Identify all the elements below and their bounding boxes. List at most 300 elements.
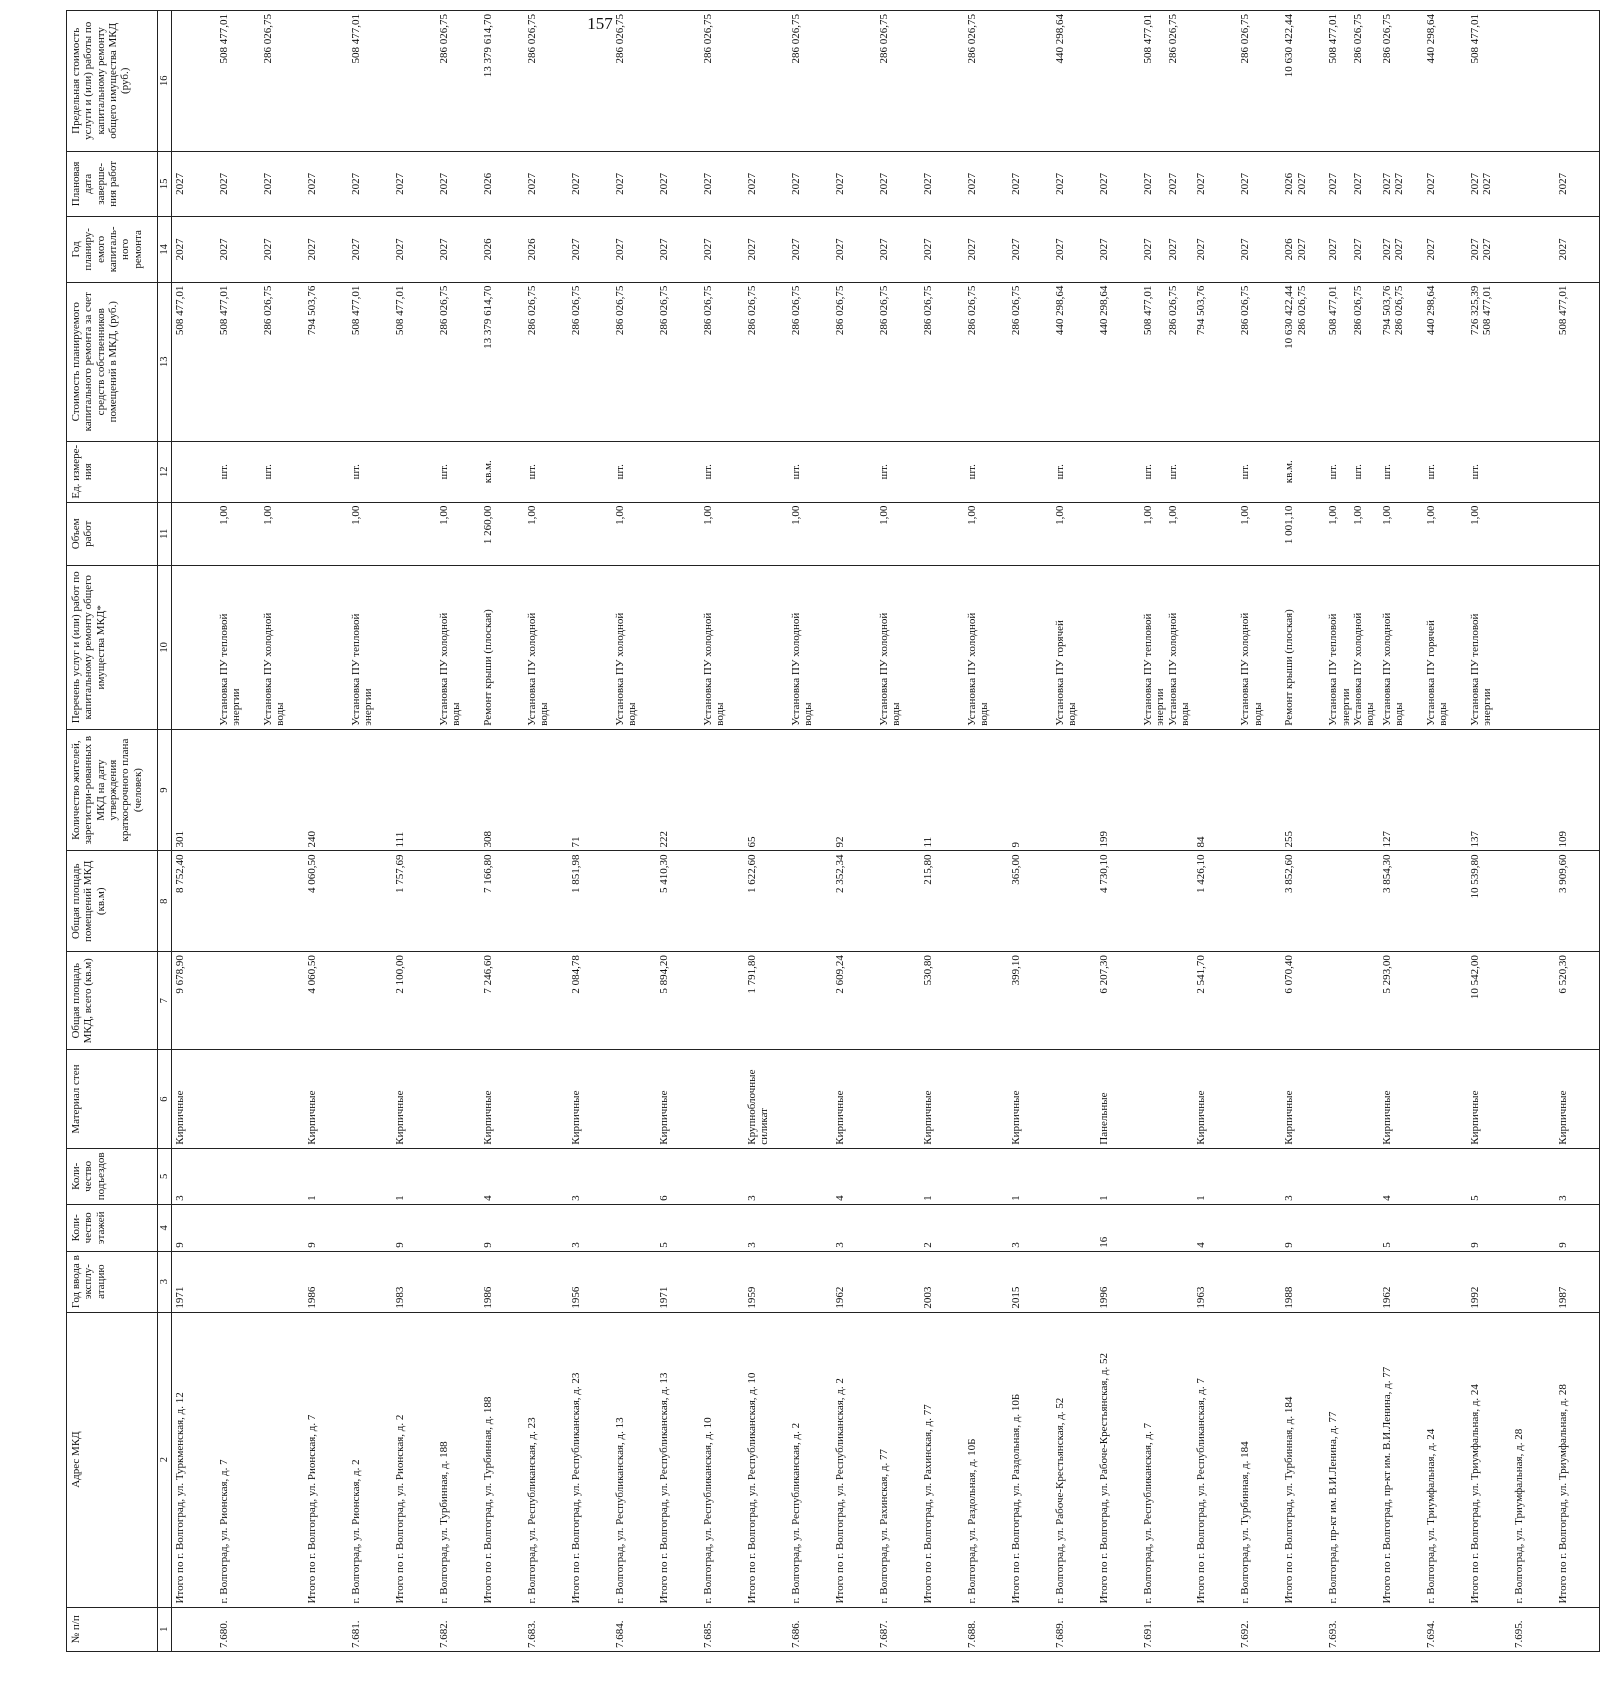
cell-num — [1096, 1607, 1140, 1651]
cell-residents — [964, 729, 1008, 851]
cell-volume — [348, 502, 392, 565]
cell-volume — [656, 502, 700, 565]
cell-works — [876, 565, 920, 729]
cell-unit-line: кв.м. — [482, 460, 494, 484]
cell-material — [568, 1050, 612, 1148]
cell-works-line: воды — [626, 702, 639, 726]
cell-unit — [1423, 441, 1467, 502]
cell-residents — [1511, 729, 1555, 851]
cell-end-date — [1467, 151, 1511, 217]
cell-floors — [436, 1204, 480, 1251]
cell-limit-line: 440 298,64 — [1424, 14, 1437, 64]
cell-num: 7.695. — [1511, 1607, 1555, 1651]
cell-address — [700, 1312, 744, 1607]
cell-volume-line: 1,00 — [1142, 505, 1154, 525]
cell-material-line: Кирпичные — [1380, 1090, 1393, 1145]
cell-limit — [1096, 11, 1140, 152]
cell-entrances — [1511, 1148, 1555, 1204]
cell-limit-line: 286 026,75 — [790, 14, 802, 64]
cell-limit-line: 508 477,01 — [350, 14, 362, 64]
header-limit: Предельная стоимость услуги и (или) работы по капитальному ремонту общего имущества МКД (руб.) — [67, 11, 158, 152]
cell-limit — [348, 11, 392, 152]
table-row — [172, 11, 217, 1652]
cell-address-line: г. Волгоград, ул. Раздольная, д. 10Б — [966, 1438, 978, 1604]
cell-volume — [1008, 502, 1052, 565]
cell-volume — [876, 502, 920, 565]
cell-end-date-line: 2027 — [966, 172, 978, 195]
cell-limit — [392, 11, 436, 152]
cell-works — [1193, 565, 1237, 729]
cell-material — [480, 1050, 524, 1148]
cell-area-rooms — [1052, 851, 1096, 952]
cell-year: 1986 — [480, 1251, 524, 1312]
cell-works — [172, 565, 217, 729]
cell-volume — [612, 502, 656, 565]
cell-works — [656, 565, 700, 729]
cell-cost-line: 286 026,75 — [1295, 285, 1308, 336]
cell-volume-line: 1,00 — [1327, 505, 1340, 525]
cell-plan-year-line: 2027 — [658, 238, 670, 261]
cell-end-date — [348, 151, 392, 217]
cell-plan-year — [700, 217, 744, 283]
cell-area-total: 2 541,70 — [1193, 952, 1237, 1050]
cell-cost — [1140, 282, 1193, 441]
cell-end-date-line: 2027 — [658, 172, 670, 195]
cell-num: 7.691. — [1140, 1607, 1193, 1651]
cell-cost — [1193, 282, 1237, 441]
cell-plan-year-line: 2027 — [350, 238, 362, 261]
cell-area-total — [348, 952, 392, 1050]
table-row — [612, 11, 656, 1652]
cell-address — [524, 1312, 568, 1607]
cell-address-line: Итого по г. Волгоград, ул. Республиканская, д. 13 — [658, 1372, 670, 1604]
table-row — [1237, 11, 1281, 1652]
cell-cost — [920, 282, 964, 441]
cell-area-total — [436, 952, 480, 1050]
cell-works-line: Установка ПУ холодной — [790, 612, 802, 726]
cell-end-date — [656, 151, 700, 217]
cell-limit-line: 13 379 614,70 — [482, 14, 494, 78]
cell-material — [304, 1050, 348, 1148]
cell-works — [524, 565, 568, 729]
table-row — [1379, 11, 1423, 1652]
cell-floors: 4 — [1193, 1204, 1237, 1251]
cell-works — [392, 565, 436, 729]
cell-limit-line: 286 026,75 — [1380, 14, 1393, 64]
cell-residents — [1052, 729, 1096, 851]
cell-address — [656, 1312, 700, 1607]
cell-entrances: 1 — [1096, 1148, 1140, 1204]
cell-cost — [1281, 282, 1325, 441]
cell-address — [260, 1312, 304, 1607]
cell-cost — [260, 282, 304, 441]
cell-volume-line: 1,00 — [262, 505, 274, 525]
cell-floors — [700, 1204, 744, 1251]
cell-plan-year-line: 2027 — [306, 238, 318, 261]
cell-limit — [1008, 11, 1052, 152]
cell-volume — [964, 502, 1008, 565]
cell-floors: 9 — [1467, 1204, 1511, 1251]
cell-end-date — [744, 151, 788, 217]
cell-limit — [568, 11, 612, 152]
cell-limit — [1325, 11, 1378, 152]
cell-unit-line: шт. — [1054, 464, 1066, 480]
cell-works-line: воды — [1392, 702, 1405, 726]
cell-cost-line: 286 026,75 — [658, 285, 670, 336]
cell-cost-line: 508 477,01 — [1556, 285, 1569, 336]
header-row — [67, 11, 158, 1652]
cell-area-total: 2 609,24 — [832, 952, 876, 1050]
cell-material — [1052, 1050, 1096, 1148]
cell-end-date-line: 2027 — [262, 172, 274, 195]
cell-limit — [920, 11, 964, 152]
cell-volume — [216, 502, 260, 565]
cell-end-date-line: 2026 — [1283, 172, 1296, 195]
cell-residents: 109 — [1555, 729, 1600, 851]
cell-area-rooms: 7 166,80 — [480, 851, 524, 952]
cell-cost-line — [1154, 286, 1166, 438]
cell-plan-year — [172, 217, 217, 283]
cell-plan-year — [1281, 217, 1325, 283]
cell-works — [832, 565, 876, 729]
cell-limit-line: 508 477,01 — [1142, 14, 1154, 64]
cell-num: 7.685. — [700, 1607, 744, 1651]
cell-plan-year-line: 2027 — [1480, 238, 1493, 261]
cell-residents: 240 — [304, 729, 348, 851]
table-row — [1140, 11, 1193, 1652]
cell-end-date-line: 2027 — [394, 172, 406, 195]
cell-volume-line: 1,00 — [878, 505, 890, 525]
cell-unit-line: шт. — [702, 464, 714, 480]
cell-area-rooms: 10 539,80 — [1467, 851, 1511, 952]
cell-volume — [1325, 502, 1378, 565]
cell-limit-line: 286 026,75 — [1351, 14, 1364, 64]
cell-unit — [788, 441, 832, 502]
cell-end-date — [920, 151, 964, 217]
cell-address-line: Итого по г. Волгоград, ул. Республиканская, д. 23 — [570, 1372, 582, 1604]
column-number: 2 — [158, 1312, 172, 1607]
cell-plan-year-line: 2027 — [1010, 238, 1022, 261]
cell-year — [260, 1251, 304, 1312]
cell-works-line: Установка ПУ тепловой — [218, 613, 230, 726]
cell-works-line: Установка ПУ холодной — [438, 612, 450, 726]
cell-cost — [832, 282, 876, 441]
cell-material — [832, 1050, 876, 1148]
cell-unit-line: шт. — [262, 464, 274, 480]
cell-floors — [1140, 1204, 1193, 1251]
header-material: Материал стен — [67, 1050, 158, 1148]
cell-limit — [524, 11, 568, 152]
cell-address — [436, 1312, 480, 1607]
cell-material-line: Кирпичные — [834, 1090, 846, 1145]
column-number-row — [158, 11, 172, 1652]
cell-num — [260, 1607, 304, 1651]
table-row — [392, 11, 436, 1652]
header-end-date: Плановая дата заверше-ния работ — [67, 151, 158, 217]
cell-plan-year — [1237, 217, 1281, 283]
cell-address-line: Итого по г. Волгоград, ул. Рионская, д. 2 — [394, 1414, 406, 1604]
cell-entrances: 3 — [744, 1148, 788, 1204]
cell-cost-line: 286 026,75 — [966, 285, 978, 336]
cell-plan-year-line: 2027 — [922, 238, 934, 261]
cell-address-line: Итого по г. Волгоград, пр-кт им. В.И.Ленина, д. 77 — [1380, 1366, 1393, 1604]
cell-residents: 199 — [1096, 729, 1140, 851]
cell-cost — [1325, 282, 1378, 441]
cell-unit — [700, 441, 744, 502]
cell-area-rooms — [436, 851, 480, 952]
cell-end-date-line: 2027 — [1424, 172, 1437, 195]
cell-volume — [524, 502, 568, 565]
cell-residents — [260, 729, 304, 851]
cell-works-line: Установка ПУ горячей — [1054, 620, 1066, 726]
cell-area-total — [1325, 952, 1378, 1050]
cell-address — [1008, 1312, 1052, 1607]
cell-works-line: Установка ПУ холодной — [262, 612, 274, 726]
cell-cost — [436, 282, 480, 441]
cell-volume-line — [1154, 506, 1166, 562]
cell-plan-year-line — [1340, 220, 1352, 279]
cell-residents — [788, 729, 832, 851]
cell-material — [1008, 1050, 1052, 1148]
header-floors: Коли-чество этажей — [67, 1204, 158, 1251]
cell-end-date-line — [1154, 155, 1166, 214]
cell-area-total: 10 542,00 — [1467, 952, 1511, 1050]
cell-unit — [392, 441, 436, 502]
cell-volume — [920, 502, 964, 565]
cell-cost-line — [1340, 286, 1352, 438]
cell-plan-year — [480, 217, 524, 283]
cell-unit — [1237, 441, 1281, 502]
table-row — [260, 11, 304, 1652]
cell-limit-line: 286 026,75 — [1166, 14, 1179, 64]
cell-cost — [1467, 282, 1511, 441]
cell-plan-year — [832, 217, 876, 283]
cell-plan-year — [216, 217, 260, 283]
cell-material — [216, 1050, 260, 1148]
table-row — [1423, 11, 1467, 1652]
cell-volume — [1140, 502, 1193, 565]
cell-area-rooms — [1140, 851, 1193, 952]
cell-limit — [700, 11, 744, 152]
cell-end-date-line: 2027 — [614, 172, 626, 195]
cell-volume — [392, 502, 436, 565]
cell-address-line: Итого по г. Волгоград, ул. Турбинная, д. 184 — [1283, 1396, 1296, 1604]
cell-year — [1237, 1251, 1281, 1312]
table-row — [964, 11, 1008, 1652]
cell-num — [744, 1607, 788, 1651]
cell-material-line: Кирпичные — [922, 1090, 934, 1145]
cell-works — [1052, 565, 1096, 729]
cell-address — [348, 1312, 392, 1607]
cell-unit — [480, 441, 524, 502]
cell-limit-line: 508 477,01 — [218, 14, 230, 64]
cell-plan-year-line: 2026 — [526, 238, 538, 261]
cell-material — [436, 1050, 480, 1148]
cell-entrances: 1 — [1193, 1148, 1237, 1204]
cell-volume-line: 1,00 — [218, 505, 230, 525]
cell-year: 2015 — [1008, 1251, 1052, 1312]
cell-entrances — [964, 1148, 1008, 1204]
cell-residents: 308 — [480, 729, 524, 851]
cell-area-rooms: 4 730,10 — [1096, 851, 1140, 952]
cell-cost-line: 286 026,75 — [1010, 285, 1022, 336]
cell-address-line: г. Волгоград, ул. Турбинная, д. 188 — [438, 1441, 450, 1604]
cell-num: 7.687. — [876, 1607, 920, 1651]
cell-plan-year — [1008, 217, 1052, 283]
cell-floors: 9 — [172, 1204, 217, 1251]
cell-works-line: воды — [538, 702, 551, 726]
cell-works — [216, 565, 260, 729]
cell-limit-line: 286 026,75 — [262, 14, 274, 64]
cell-works — [700, 565, 744, 729]
cell-material-line: Кирпичные — [306, 1090, 318, 1145]
cell-entrances — [1325, 1148, 1378, 1204]
cell-material — [744, 1050, 788, 1148]
cell-limit — [656, 11, 700, 152]
cell-volume — [1467, 502, 1511, 565]
cell-residents — [1140, 729, 1193, 851]
cell-plan-year — [1467, 217, 1511, 283]
cell-limit-line: 286 026,75 — [966, 14, 978, 64]
cell-unit-line: шт. — [1351, 464, 1364, 480]
cell-material-line: Кирпичные — [570, 1090, 582, 1145]
cell-num: 7.683. — [524, 1607, 568, 1651]
table-row — [656, 11, 700, 1652]
cell-floors: 16 — [1096, 1204, 1140, 1251]
cell-cost-line: 286 026,75 — [438, 285, 450, 336]
cell-address — [216, 1312, 260, 1607]
page-number: 157 — [587, 14, 613, 33]
cell-material — [348, 1050, 392, 1148]
cell-area-total: 9 678,90 — [172, 952, 217, 1050]
cell-cost-line: 440 298,64 — [1054, 285, 1066, 336]
cell-plan-year — [1511, 217, 1555, 283]
column-number: 1 — [158, 1607, 172, 1651]
cell-material — [1511, 1050, 1555, 1148]
cell-num: 7.692. — [1237, 1607, 1281, 1651]
cell-material — [788, 1050, 832, 1148]
cell-residents — [216, 729, 260, 851]
repair-plan-table — [66, 10, 1600, 1652]
cell-year: 1956 — [568, 1251, 612, 1312]
cell-cost-line: 13 379 614,70 — [482, 285, 494, 349]
cell-area-rooms — [788, 851, 832, 952]
cell-area-rooms: 5 410,30 — [656, 851, 700, 952]
cell-works — [612, 565, 656, 729]
cell-address — [832, 1312, 876, 1607]
cell-end-date-line: 2027 — [174, 172, 186, 195]
cell-plan-year-line: 2027 — [878, 238, 890, 261]
cell-plan-year — [568, 217, 612, 283]
table-row — [480, 11, 524, 1652]
cell-area-total — [876, 952, 920, 1050]
cell-cost-line: 286 026,75 — [570, 285, 582, 336]
cell-end-date-line: 2027 — [1195, 172, 1208, 195]
cell-cost — [656, 282, 700, 441]
table-row — [744, 11, 788, 1652]
cell-end-date — [392, 151, 436, 217]
cell-area-total — [524, 952, 568, 1050]
cell-unit — [832, 441, 876, 502]
header-residents: Количество жителей, зарегистри-рованных в МКД на дату утверждения краткосрочного плана (человек) — [67, 729, 158, 851]
cell-address-line: Итого по г. Волгоград, ул. Республиканская, д. 2 — [834, 1378, 846, 1604]
cell-area-rooms: 1 757,69 — [392, 851, 436, 952]
cell-year: 1962 — [832, 1251, 876, 1312]
cell-entrances — [1052, 1148, 1096, 1204]
cell-address-line: г. Волгоград, ул. Республиканская, д. 7 — [1142, 1422, 1154, 1604]
cell-end-date-line: 2027 — [1054, 172, 1066, 195]
cell-end-date-line: 2027 — [1010, 172, 1022, 195]
cell-plan-year-line: 2027 — [1327, 238, 1340, 261]
cell-unit — [1008, 441, 1052, 502]
cell-plan-year — [1379, 217, 1423, 283]
cell-year: 2003 — [920, 1251, 964, 1312]
cell-cost-line: 726 325,39 — [1468, 285, 1481, 336]
column-number: 5 — [158, 1148, 172, 1204]
table-row — [1096, 11, 1140, 1652]
cell-end-date — [964, 151, 1008, 217]
cell-unit — [1555, 441, 1600, 502]
cell-unit-line: шт. — [966, 464, 978, 480]
cell-area-rooms — [1325, 851, 1378, 952]
cell-works-line: Установка ПУ холодной — [1239, 612, 1252, 726]
cell-cost-line: 286 026,75 — [834, 285, 846, 336]
cell-volume — [172, 502, 217, 565]
cell-floors: 9 — [304, 1204, 348, 1251]
cell-works — [1511, 565, 1555, 729]
cell-area-rooms: 3 854,30 — [1379, 851, 1423, 952]
cell-works-line: Установка ПУ холодной — [1351, 612, 1364, 726]
cell-area-rooms — [216, 851, 260, 952]
cell-residents — [700, 729, 744, 851]
cell-num — [1379, 1607, 1423, 1651]
cell-plan-year-line: 2027 — [1424, 238, 1437, 261]
cell-address — [1467, 1312, 1511, 1607]
cell-volume-line — [1340, 506, 1352, 562]
cell-cost-line: 286 026,75 — [746, 285, 758, 336]
column-number: 15 — [158, 151, 172, 217]
cell-end-date-line: 2027 — [790, 172, 802, 195]
cell-address — [1325, 1312, 1378, 1607]
cell-material — [524, 1050, 568, 1148]
cell-address-line: г. Волгоград, ул. Республиканская, д. 13 — [614, 1417, 626, 1604]
cell-num: 7.694. — [1423, 1607, 1467, 1651]
cell-plan-year-line: 2027 — [1098, 238, 1110, 261]
table-row — [1467, 11, 1511, 1652]
cell-plan-year-line: 2027 — [438, 238, 450, 261]
cell-plan-year-line: 2027 — [1392, 238, 1405, 261]
cell-cost — [392, 282, 436, 441]
header-unit: Ед. измере-ния — [67, 441, 158, 502]
column-number: 3 — [158, 1251, 172, 1312]
cell-num — [392, 1607, 436, 1651]
cell-plan-year — [1555, 217, 1600, 283]
cell-limit — [1052, 11, 1096, 152]
cell-year — [964, 1251, 1008, 1312]
cell-unit-line: шт. — [1327, 464, 1340, 480]
cell-cost-line: 286 026,75 — [1166, 285, 1179, 336]
cell-volume-line: 1,00 — [966, 505, 978, 525]
cell-address — [480, 1312, 524, 1607]
cell-end-date-line: 2027 — [1239, 172, 1252, 195]
cell-works-line: воды — [802, 702, 815, 726]
cell-works — [1325, 565, 1378, 729]
table-row — [436, 11, 480, 1652]
cell-plan-year-line: 2027 — [1054, 238, 1066, 261]
cell-residents: 65 — [744, 729, 788, 851]
cell-end-date — [1052, 151, 1096, 217]
table-row — [1325, 11, 1378, 1652]
